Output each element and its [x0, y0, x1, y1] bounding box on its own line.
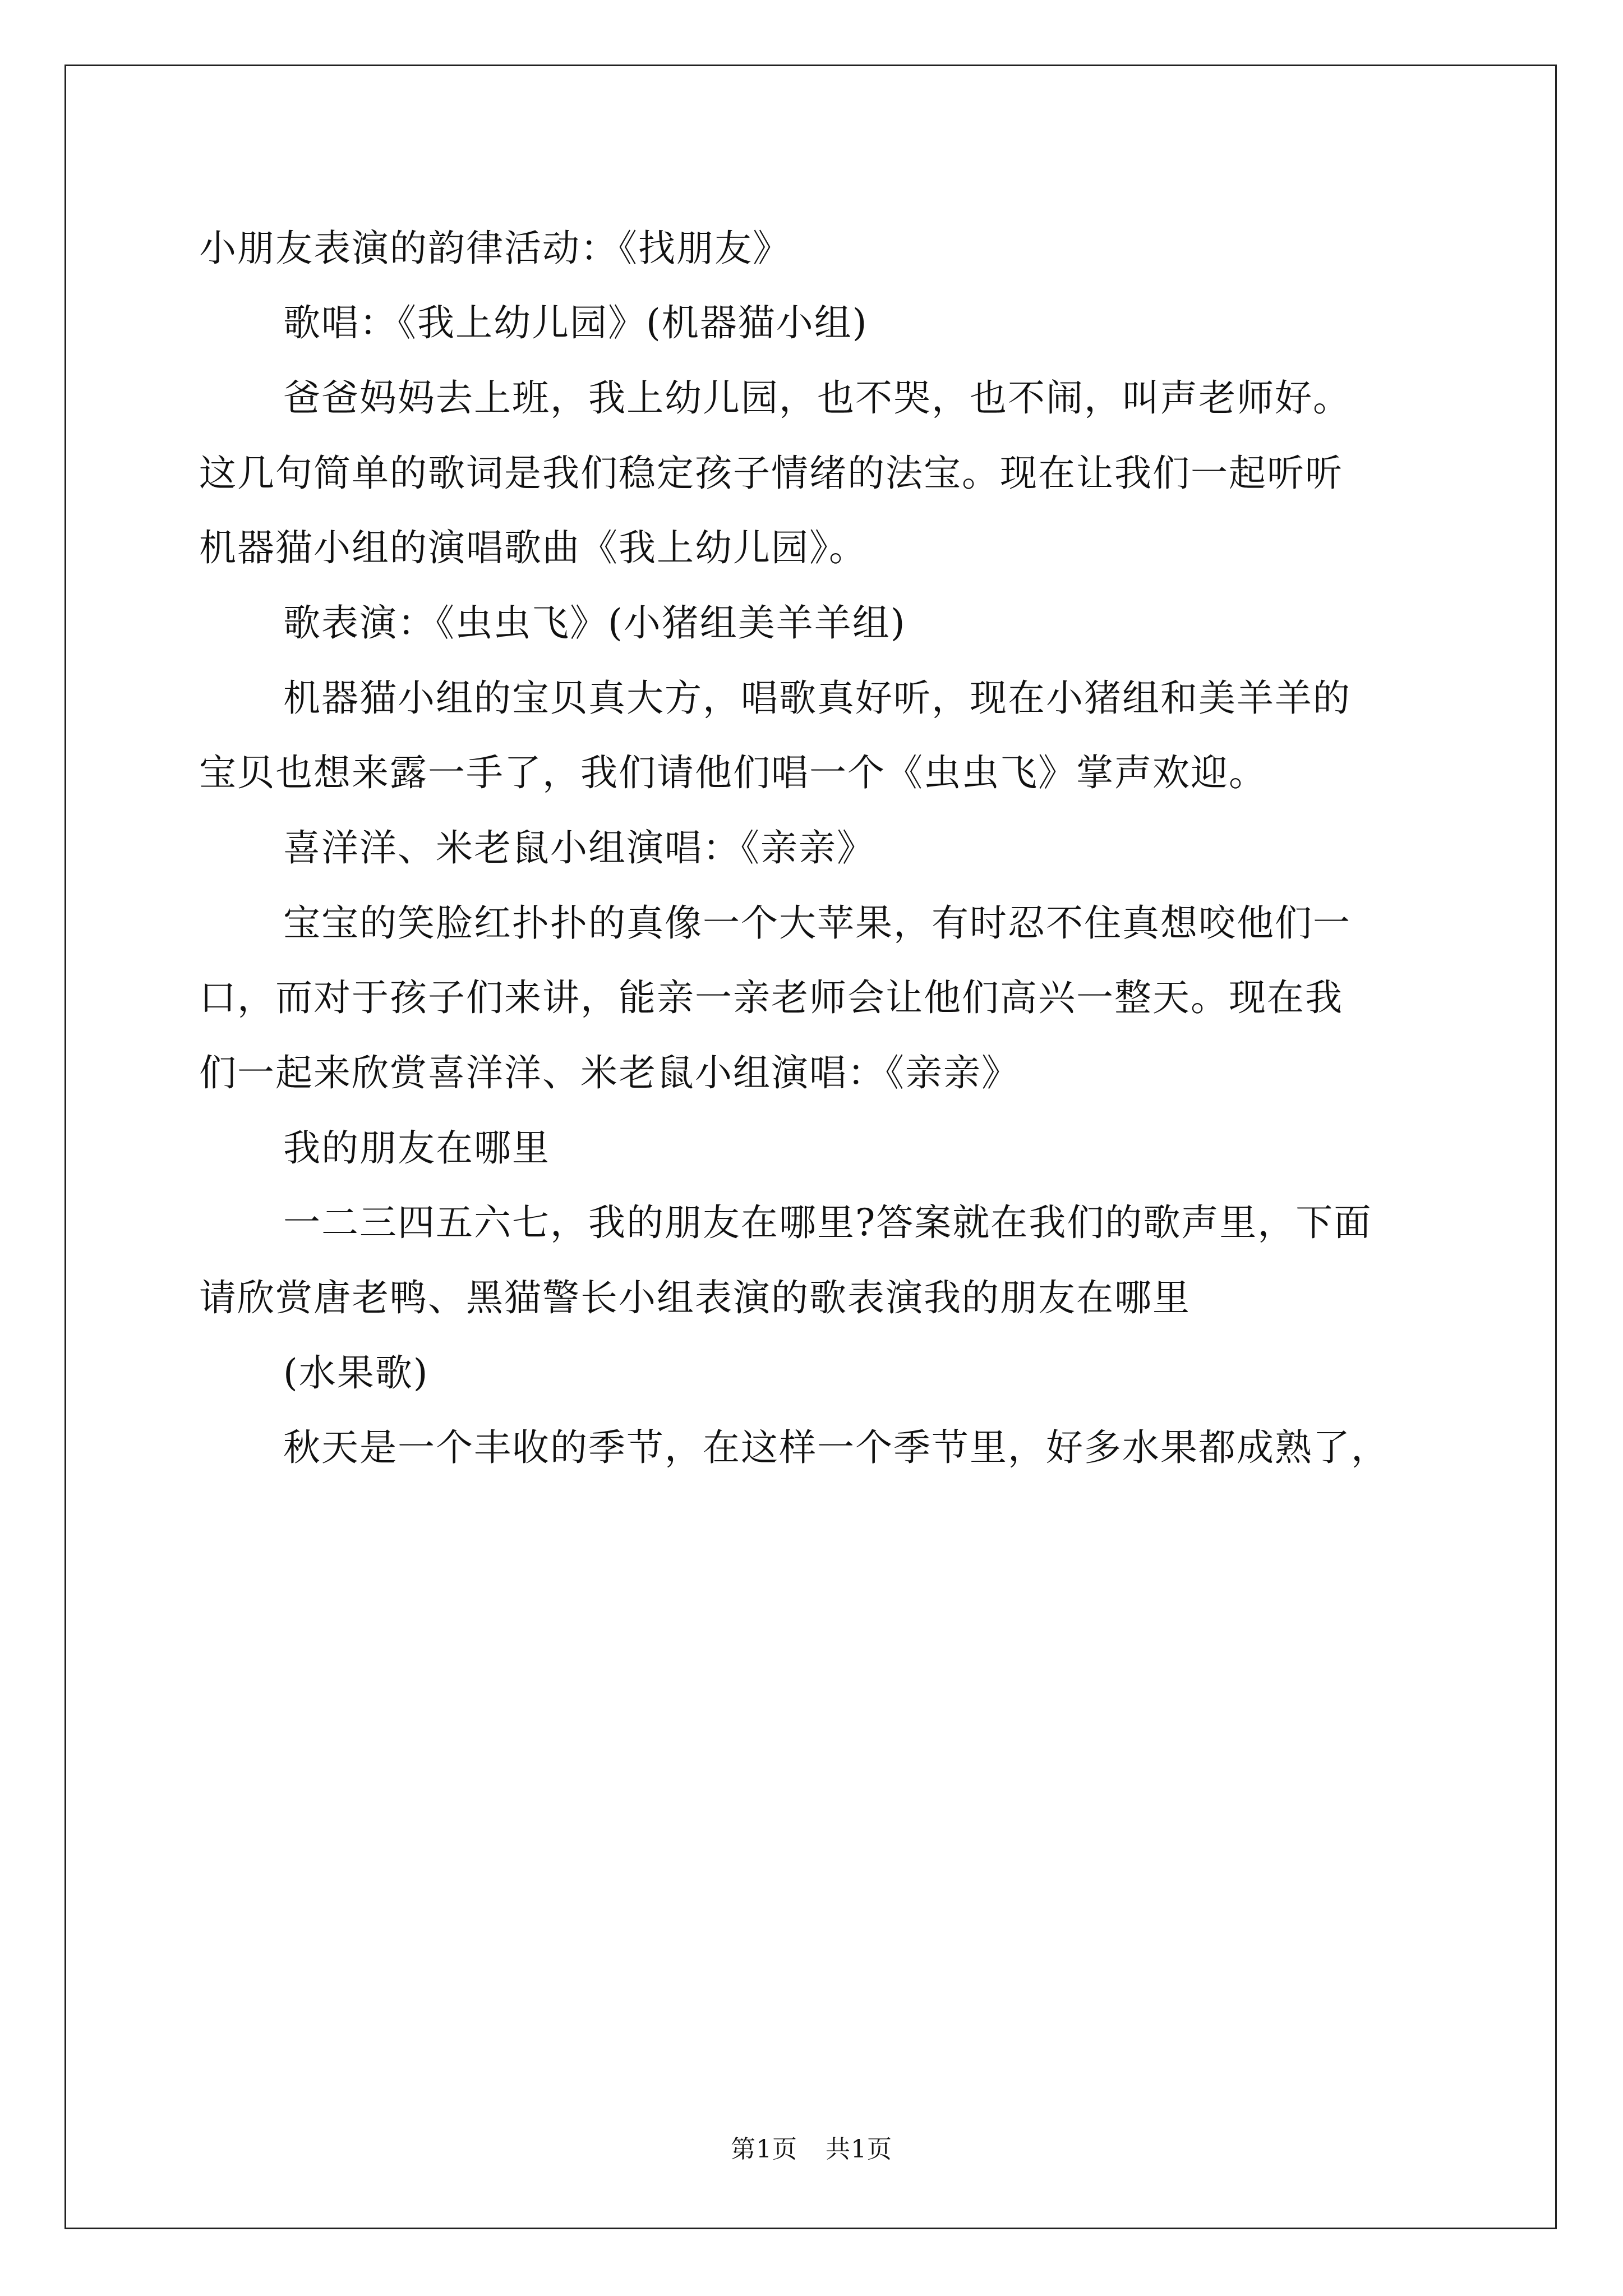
- text-line-16: (水果歌): [283, 1351, 429, 1395]
- text-line-1: 小朋友表演的韵律活动：《找朋友》: [199, 227, 791, 270]
- text-line-11: 口，而对于孩子们来讲，能亲一亲老师会让他们高兴一整天。现在我: [199, 976, 1343, 1019]
- text-line-4: 这几句简单的歌词是我们稳定孩子情绪的法宝。现在让我们一起听听: [199, 452, 1343, 495]
- page-number: 第1页: [731, 2135, 797, 2164]
- text-line-10: 宝宝的笑脸红扑扑的真像一个大苹果，有时忍不住真想咬他们一: [283, 901, 1351, 945]
- page-footer: [0, 2133, 1623, 2166]
- text-line-2: 歌唱：《我上幼儿园》(机器猫小组): [283, 301, 868, 344]
- text-line-5: 机器猫小组的演唱歌曲《我上幼儿园》。: [199, 526, 867, 569]
- text-line-17: 秋天是一个丰收的季节，在这样一个季节里，好多水果都成熟了，: [283, 1426, 1389, 1469]
- total-pages: 共1页: [826, 2135, 892, 2164]
- text-line-7: 机器猫小组的宝贝真大方，唱歌真好听，现在小猪组和美羊羊的: [283, 677, 1351, 720]
- text-line-6: 歌表演：《虫虫飞》(小猪组美羊羊组): [283, 601, 906, 645]
- text-line-14: 一二三四五六七，我的朋友在哪里?答案就在我们的歌声里，下面: [283, 1201, 1372, 1244]
- text-line-8: 宝贝也想来露一手了，我们请他们唱一个《虫虫飞》掌声欢迎。: [199, 751, 1267, 794]
- text-line-15: 请欣赏唐老鸭、黑猫警长小组表演的歌表演我的朋友在哪里: [199, 1276, 1191, 1319]
- text-line-12: 们一起来欣赏喜洋洋、米老鼠小组演唱：《亲亲》: [199, 1051, 1020, 1094]
- text-line-3: 爸爸妈妈去上班，我上幼儿园，也不哭，也不闹，叫声老师好。: [283, 376, 1351, 420]
- text-line-9: 喜洋洋、米老鼠小组演唱：《亲亲》: [283, 826, 875, 869]
- text-line-13: 我的朋友在哪里: [283, 1126, 550, 1170]
